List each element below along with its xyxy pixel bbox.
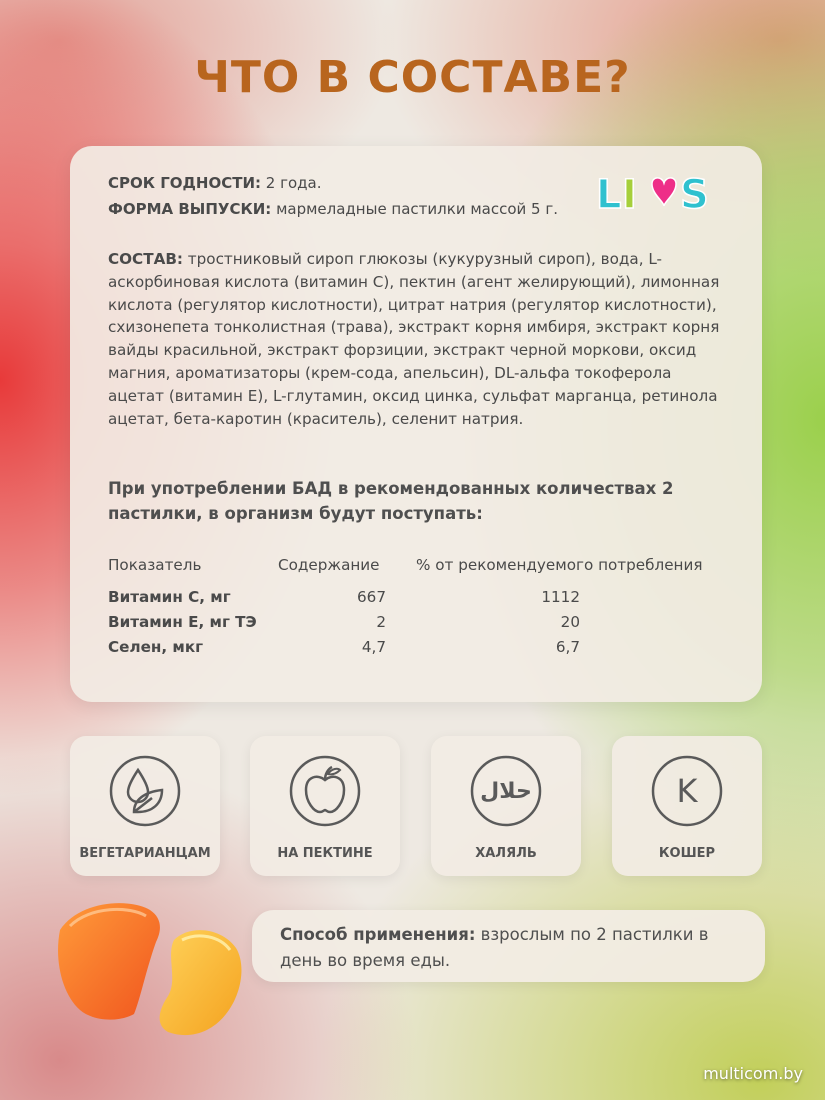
apple-icon — [288, 754, 362, 828]
badge-label: НА ПЕКТИНЕ — [277, 846, 373, 861]
table-row: Селен, мкг 4,7 6,7 — [108, 638, 580, 656]
usage-card — [252, 910, 765, 982]
leaf-drop-icon — [108, 754, 182, 828]
badge-label: ВЕГЕТАРИАНЦАМ — [79, 846, 211, 861]
badge-kosher — [612, 736, 762, 876]
header-amount: Содержание — [278, 556, 380, 574]
nutrition-table — [108, 556, 748, 663]
svg-text:I: I — [622, 172, 637, 218]
badge-label: КОШЕР — [658, 846, 716, 861]
table-header — [108, 556, 748, 588]
watermark: multicom.by — [703, 1064, 803, 1083]
svg-text:L: L — [596, 172, 622, 218]
header-indicator: Показатель — [108, 556, 202, 574]
kosher-icon — [650, 754, 724, 828]
header-percent: % от рекомендуемого потребления — [416, 556, 703, 574]
kosher-glyph: K — [676, 772, 698, 810]
intake-heading: При употреблении БАД в рекомендованных количествах 2 пастилки, в организм будут поступать: — [108, 479, 674, 523]
badge-label: ХАЛЯЛЬ — [475, 846, 537, 861]
usage-text: Способ применения: взрослым по 2 пастилки в день во время еды. — [280, 925, 709, 970]
badge-pectin — [250, 736, 400, 876]
halal-glyph: حلال — [480, 779, 532, 804]
composition-card — [70, 146, 762, 702]
svg-text:S: S — [680, 172, 709, 218]
feature-badges — [70, 736, 762, 876]
gummies-image — [50, 890, 260, 1050]
badge-halal — [431, 736, 581, 876]
composition-text: СОСТАВ: тростниковый сироп глюкозы (кукурузный сироп), вода, L-аскорбиновая кислота (витамин С), пектин (агент желирующий), лимонная кислота (регулятор кислотности), цитрат натрия (регулятор кислотности), схизонепета тонколистная (трава), экстракт корня имбиря, экстракт корня вайды красильной, экстракт форзиции, экстракт черной моркови, оксид магния, ароматизаторы (крем-сода, апельсин), DL-альфа токоферола ацетат (витамин Е), L-глутамин, оксид цинка, сульфат марганца, ретинола ацетат, бета-каротин (краситель), селенит натрия. — [108, 250, 720, 428]
product-meta — [108, 170, 558, 222]
release-form: ФОРМА ВЫПУСКИ: мармеладные пастилки массой 5 г. — [108, 200, 558, 218]
badge-vegetarian — [70, 736, 220, 876]
halal-icon — [469, 754, 543, 828]
livs-logo — [594, 170, 726, 218]
page-title: ЧТО В СОСТАВЕ? — [194, 52, 631, 103]
table-row: Витамин С, мг 667 1112 — [108, 588, 580, 606]
shelf-life: СРОК ГОДНОСТИ: 2 года. — [108, 174, 322, 192]
table-row: Витамин Е, мг ТЭ 2 20 — [108, 613, 580, 631]
